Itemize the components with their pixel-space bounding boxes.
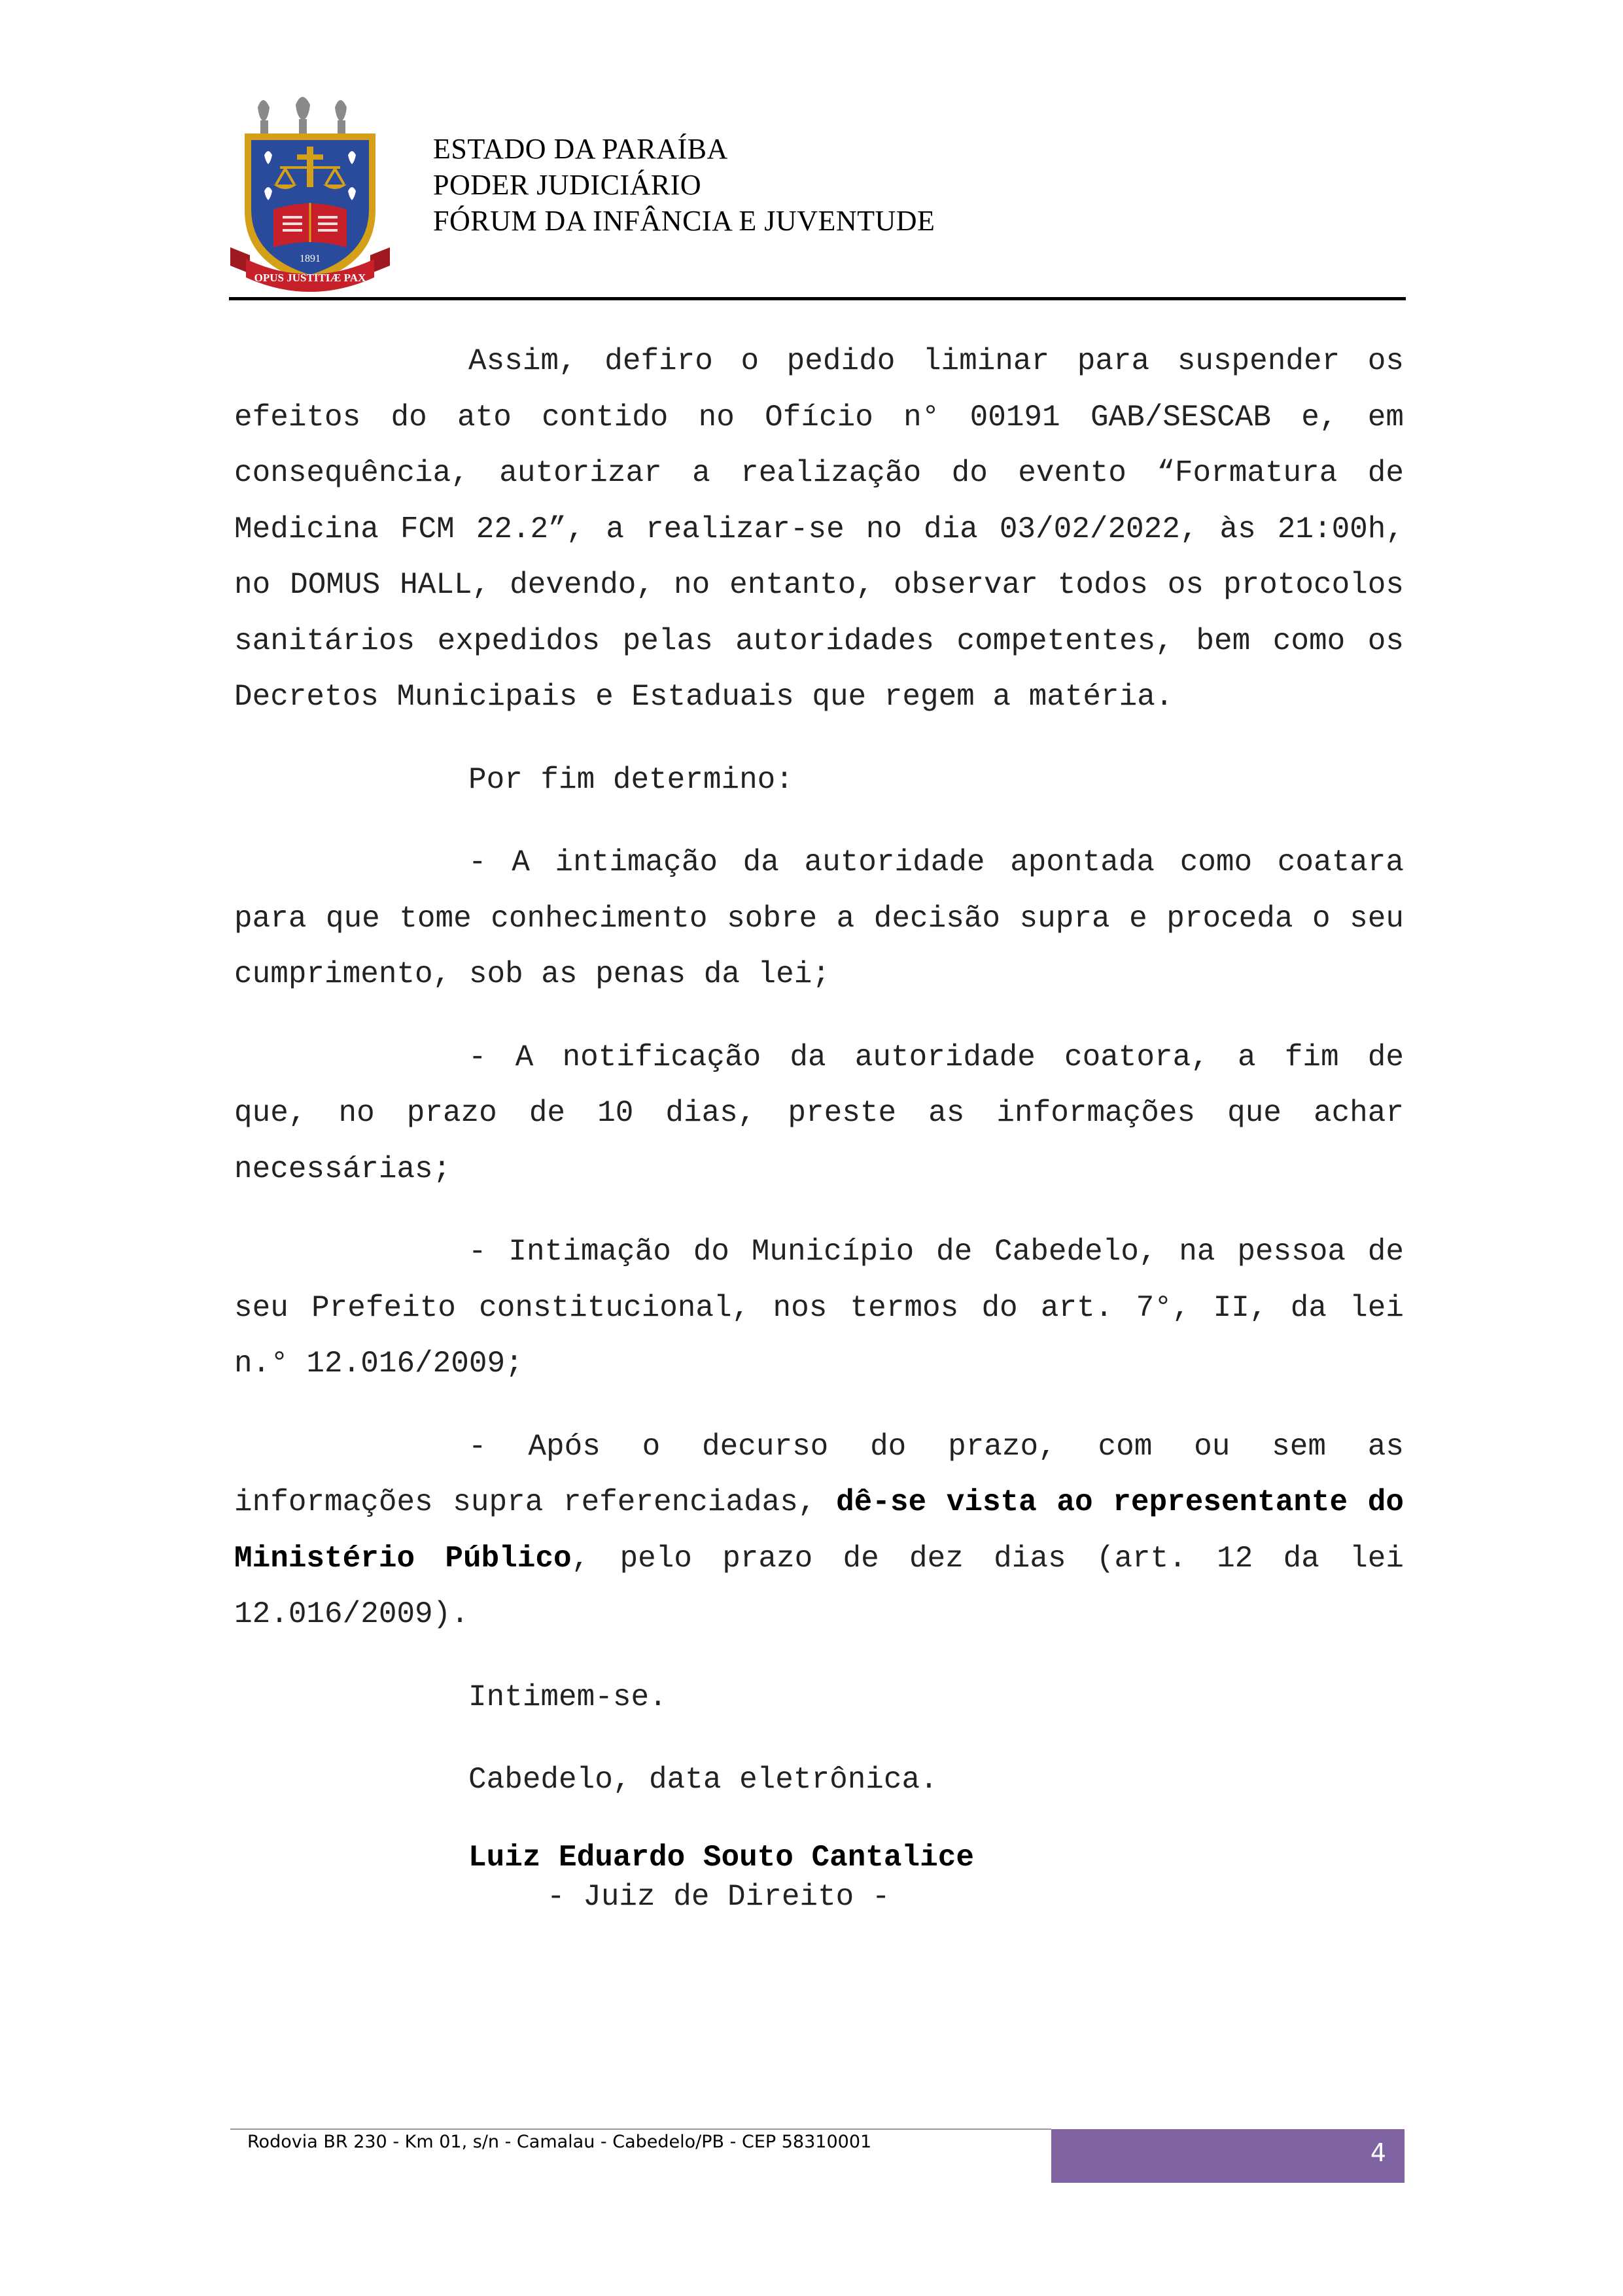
- paragraph-item-municipality: - Intimação do Município de Cabedelo, na pessoa de seu Prefeito constitucional, nos termos do art. 7°, II, da lei n.° 12.016/2009;: [234, 1235, 1404, 1381]
- footer-address: Rodovia BR 230 - Km 01, s/n - Camalau - Cabedelo/PB - CEP 58310001: [247, 2132, 872, 2152]
- paragraph-decision: Assim, defiro o pedido liminar para suspender os efeitos do ato contido no Ofício n° 00191 GAB/SESCAB e, em consequência, autorizar a realização do evento “Formatura de Medicina FCM 22.2”, a realizar-se no dia 03/02/2022, às 21:00h, no DOMUS HALL, devendo, no entanto, observar todos os protocolos sanitários expedidos pelas autoridades competentes, bem como os Decretos Municipais e Estaduais que regem a matéria.: [234, 344, 1404, 714]
- footer-page-box: [1051, 2129, 1405, 2183]
- page-number: 4: [1370, 2138, 1386, 2167]
- header-line-judiciary: PODER JUDICIÁRIO: [433, 169, 702, 201]
- header-line-forum: FÓRUM DA INFÂNCIA E JUVENTUDE: [433, 205, 935, 237]
- ministry-text-bold: dê-se vista ao representante do Ministério Público: [234, 1485, 1404, 1576]
- footer-divider: [230, 2128, 1051, 2130]
- header-institution: [433, 131, 935, 239]
- seal-year: 1891: [300, 253, 321, 264]
- paragraph-determination-intro: Por fim determino:: [468, 762, 794, 797]
- tjpb-seal-logo: [230, 93, 390, 293]
- header-line-state: ESTADO DA PARAÍBA: [433, 133, 728, 165]
- seal-motto: OPUS JUSTITIÆ PAX: [254, 272, 366, 284]
- signature-role: - Juiz de Direito -: [547, 1879, 890, 1914]
- paragraph-place-date: Cabedelo, data eletrônica.: [468, 1763, 938, 1797]
- paragraph-item-ministry: [234, 1419, 1404, 1643]
- document-body: [234, 334, 1404, 1916]
- paragraph-item-notification: - A notificação da autoridade coatora, a fim de que, no prazo de 10 dias, preste as informações que achar necessárias;: [234, 1040, 1404, 1186]
- paragraph-intimem: Intimem-se.: [468, 1680, 667, 1714]
- header-divider: [229, 297, 1406, 300]
- signature-name: Luiz Eduardo Souto Cantalice: [468, 1840, 974, 1875]
- paragraph-item-intimation: - A intimação da autoridade apontada como coatara para que tome conhecimento sobre a decisão supra e proceda o seu cumprimento, sob as penas da lei;: [234, 845, 1404, 991]
- ministry-text-b: , pelo prazo de dez dias (art. 12 da lei 12.016/2009).: [234, 1541, 1404, 1631]
- ministry-text-a: - Após o decurso do prazo, com ou sem as informações supra referenciadas,: [234, 1429, 1404, 1519]
